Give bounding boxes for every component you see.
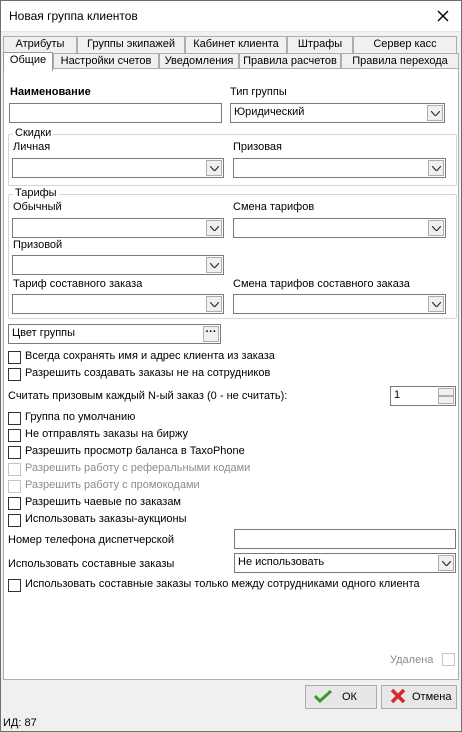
- stepper-up-icon[interactable]: [438, 388, 454, 396]
- no-exchange-label: Не отправлять заказы на биржу: [25, 428, 189, 440]
- tab-calculation-rules[interactable]: Правила расчетов: [239, 53, 341, 70]
- allow-promo-checkbox: [8, 480, 21, 493]
- personal-discount-select[interactable]: [12, 158, 224, 178]
- allow-tips-label: Разрешить чаевые по заказам: [25, 496, 181, 508]
- dispatcher-phone-label: Номер телефона диспетчерской: [8, 534, 175, 546]
- title-bar: [1, 1, 461, 32]
- chevron-down-icon[interactable]: [428, 160, 444, 176]
- prize-tariff-select[interactable]: [12, 255, 224, 275]
- name-input[interactable]: [9, 103, 222, 123]
- composite-orders-value: Не использовать: [238, 556, 325, 568]
- stepper-down-icon[interactable]: [438, 396, 454, 404]
- tab-notifications[interactable]: Уведомления: [159, 53, 239, 70]
- prize-discount-select[interactable]: [233, 158, 446, 178]
- chevron-down-icon[interactable]: [206, 220, 222, 236]
- composite-orders-label: Использовать составные заказы: [8, 558, 175, 570]
- tab-transition-rules[interactable]: Правила перехода: [341, 53, 459, 70]
- tab-fines[interactable]: Штрафы: [287, 36, 353, 53]
- always-save-name-checkbox[interactable]: [8, 351, 21, 364]
- prize-nth-label: Считать призовым каждый N-ый заказ (0 - не считать):: [8, 390, 288, 402]
- composite-tariff-select[interactable]: [12, 294, 224, 314]
- no-exchange-checkbox[interactable]: [8, 429, 21, 442]
- allow-referral-label: Разрешить работу с реферальными кодами: [25, 462, 251, 474]
- prize-discount-label: Призовая: [233, 141, 283, 153]
- group-type-select[interactable]: [230, 103, 445, 123]
- discounts-legend: Скидки: [15, 127, 52, 139]
- composite-tariff-change-select[interactable]: [233, 294, 446, 314]
- tariff-change-select[interactable]: [233, 218, 446, 238]
- status-id: ИД: 87: [3, 717, 37, 729]
- name-label: Наименование: [10, 86, 91, 98]
- general-tab-panel: [3, 68, 459, 680]
- chevron-down-icon[interactable]: [427, 105, 443, 121]
- allow-referral-checkbox: [8, 463, 21, 476]
- chevron-down-icon[interactable]: [206, 296, 222, 312]
- composite-orders-select[interactable]: [234, 553, 456, 573]
- group-type-label: Тип группы: [230, 86, 287, 98]
- allow-not-employees-checkbox[interactable]: [8, 368, 21, 381]
- ok-button[interactable]: [305, 685, 377, 709]
- prize-nth-stepper[interactable]: [390, 386, 456, 406]
- personal-discount-label: Личная: [13, 141, 51, 153]
- regular-tariff-label: Обычный: [13, 201, 62, 213]
- group-type-value: Юридический: [234, 106, 305, 118]
- chevron-down-icon[interactable]: [428, 220, 444, 236]
- chevron-down-icon[interactable]: [428, 296, 444, 312]
- composite-same-client-label: Использовать составные заказы только между сотрудниками одного клиента: [25, 578, 420, 590]
- chevron-down-icon[interactable]: [206, 257, 222, 273]
- cancel-button[interactable]: [381, 685, 457, 709]
- composite-same-client-checkbox[interactable]: [8, 579, 21, 592]
- window-title: Новая группа клиентов: [9, 9, 138, 23]
- tab-crew-groups[interactable]: Группы экипажей: [77, 36, 185, 53]
- prize-nth-value: 1: [394, 389, 401, 401]
- allow-not-employees-label: Разрешить создавать заказы не на сотрудников: [25, 367, 271, 379]
- deleted-label: Удалена: [390, 654, 434, 666]
- group-color-label: Цвет группы: [12, 327, 76, 339]
- always-save-name-label: Всегда сохранять имя и адрес клиента из заказа: [25, 350, 275, 362]
- allow-balance-view-label: Разрешить просмотр баланса в TaxoPhone: [25, 445, 245, 457]
- chevron-down-icon[interactable]: [438, 555, 454, 571]
- cancel-x-icon: [390, 688, 406, 707]
- default-group-checkbox[interactable]: [8, 412, 21, 425]
- check-icon: [314, 689, 332, 706]
- tab-attributes[interactable]: Атрибуты: [3, 36, 77, 53]
- deleted-checkbox: [442, 653, 455, 666]
- regular-tariff-select[interactable]: [12, 218, 224, 238]
- tab-cash-server[interactable]: Сервер касс: [353, 36, 457, 53]
- dispatcher-phone-input[interactable]: [234, 529, 456, 549]
- use-auctions-label: Использовать заказы-аукционы: [25, 513, 187, 525]
- tariffs-legend: Тарифы: [15, 187, 57, 199]
- tariff-change-label: Смена тарифов: [233, 201, 315, 213]
- allow-balance-view-checkbox[interactable]: [8, 446, 21, 459]
- cancel-label: Отмена: [412, 691, 452, 703]
- tab-general[interactable]: Общие: [3, 52, 53, 71]
- use-auctions-checkbox[interactable]: [8, 514, 21, 527]
- group-color-field[interactable]: [8, 324, 221, 344]
- ok-label: ОК: [342, 691, 357, 703]
- tab-row-1: [3, 36, 457, 53]
- allow-tips-checkbox[interactable]: [8, 497, 21, 510]
- prize-tariff-label: Призовой: [13, 239, 63, 251]
- tab-client-cabinet[interactable]: Кабинет клиента: [185, 36, 287, 53]
- composite-tariff-change-label: Смена тарифов составного заказа: [233, 278, 410, 290]
- composite-tariff-label: Тариф составного заказа: [13, 278, 143, 290]
- color-picker-button[interactable]: ···: [203, 326, 219, 342]
- chevron-down-icon[interactable]: [206, 160, 222, 176]
- tab-invoice-settings[interactable]: Настройки счетов: [53, 53, 159, 70]
- allow-promo-label: Разрешить работу с промокодами: [25, 479, 200, 491]
- default-group-label: Группа по умолчанию: [25, 411, 136, 423]
- close-icon[interactable]: [431, 4, 455, 28]
